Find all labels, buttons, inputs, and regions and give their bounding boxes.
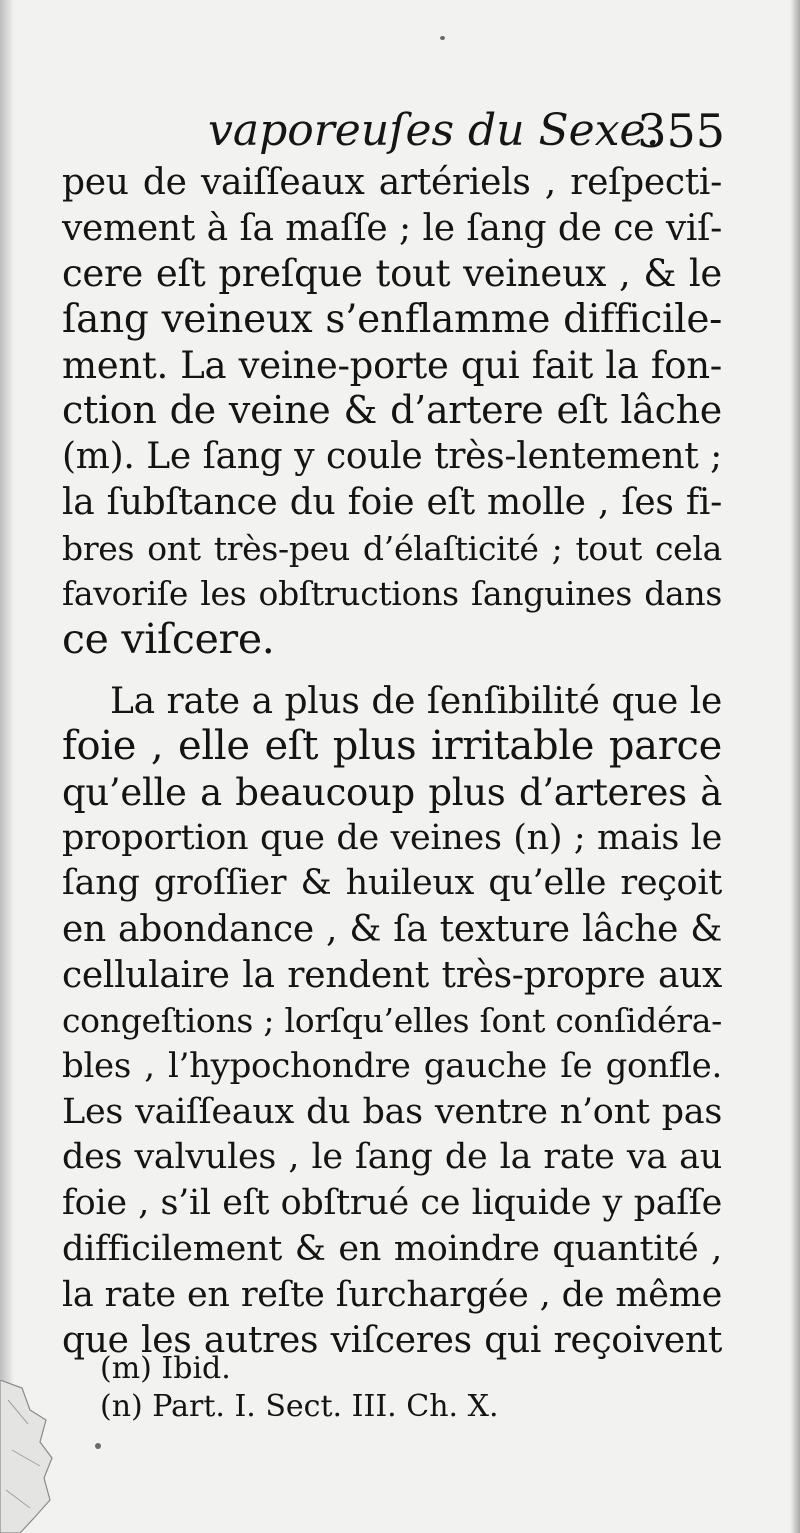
paragraph-gap <box>62 663 722 679</box>
text-line: vement à ſa maſſe ; le ſang de ce viſ- <box>62 207 722 249</box>
text-line: ment. La veine-porte qui fait la fon- <box>62 343 722 387</box>
text-line: en abondance , & ſa texture lâche & <box>62 909 722 950</box>
text-line: foie , s’il eſt obſtrué ce liquide y paſſe <box>62 1183 722 1224</box>
text-line: la rate en reſte ſurchargée , de même <box>62 1274 722 1315</box>
text-line: ſang veineux s’enflamme difficile- <box>62 297 722 343</box>
text-line: ſang groſſier & huileux qu’elle reçoit <box>62 863 722 904</box>
page-binding-edge <box>0 0 14 1533</box>
text-line: (m). Le ſang y coule très-lentement ; <box>62 436 722 478</box>
text-line: des valvules , le ſang de la rate va au <box>62 1137 722 1178</box>
text-line: proportion que de veines (n) ; mais le <box>62 817 722 858</box>
ink-speck <box>440 36 445 40</box>
text-line: cellulaire la rendent très-propre aux <box>62 954 722 996</box>
text-line: cere eſt preſque tout veineux , & le <box>62 252 722 296</box>
text-line: foie , elle eſt plus irritable parce <box>62 723 722 770</box>
text-line: congeſtions ; lorſqu’elles ſont conſidéra- <box>62 1001 722 1041</box>
running-title: vaporeuſes du Sexe. <box>208 105 660 156</box>
text-line: la ſubſtance du foie eſt molle , ſes fi- <box>62 481 722 523</box>
text-line: Les vaiſſeaux du bas ventre n’ont pas <box>62 1091 722 1132</box>
text-line: bres ont très-peu d’élaſticité ; tout cela <box>62 528 722 568</box>
text-line: bles , l’hypochondre gauche ſe gonfle. <box>62 1046 722 1087</box>
text-line: ction de veine & d’artere eſt lâche <box>62 388 722 433</box>
text-line: favoriſe les obſtructions ſanguines dans <box>62 574 722 614</box>
text-line: qu’elle a beaucoup plus d’arteres à <box>62 770 722 814</box>
paragraph <box>62 679 722 1364</box>
body-text <box>62 160 722 1364</box>
footnote: (n) Part. I. Sect. III. Ch. X. <box>100 1389 499 1424</box>
text-line: peu de vaiſſeaux artériels , reſpecti- <box>62 162 722 203</box>
text-line: que les autres viſceres qui reçoivent <box>62 1320 722 1362</box>
running-head <box>60 100 725 162</box>
page-right-edge <box>790 0 800 1533</box>
text-line: ce viſcere. <box>62 614 275 663</box>
text-line: La rate a plus de ſenſibilité que le <box>110 680 722 722</box>
footnotes <box>100 1350 600 1426</box>
torn-paper-edge <box>0 1380 70 1533</box>
ink-speck <box>95 1443 101 1449</box>
paragraph <box>62 160 722 663</box>
page-number: 355 <box>637 104 725 158</box>
footnote: (m) Ibid. <box>100 1351 231 1386</box>
text-line: difficilement & en moindre quantité , <box>62 1228 722 1269</box>
